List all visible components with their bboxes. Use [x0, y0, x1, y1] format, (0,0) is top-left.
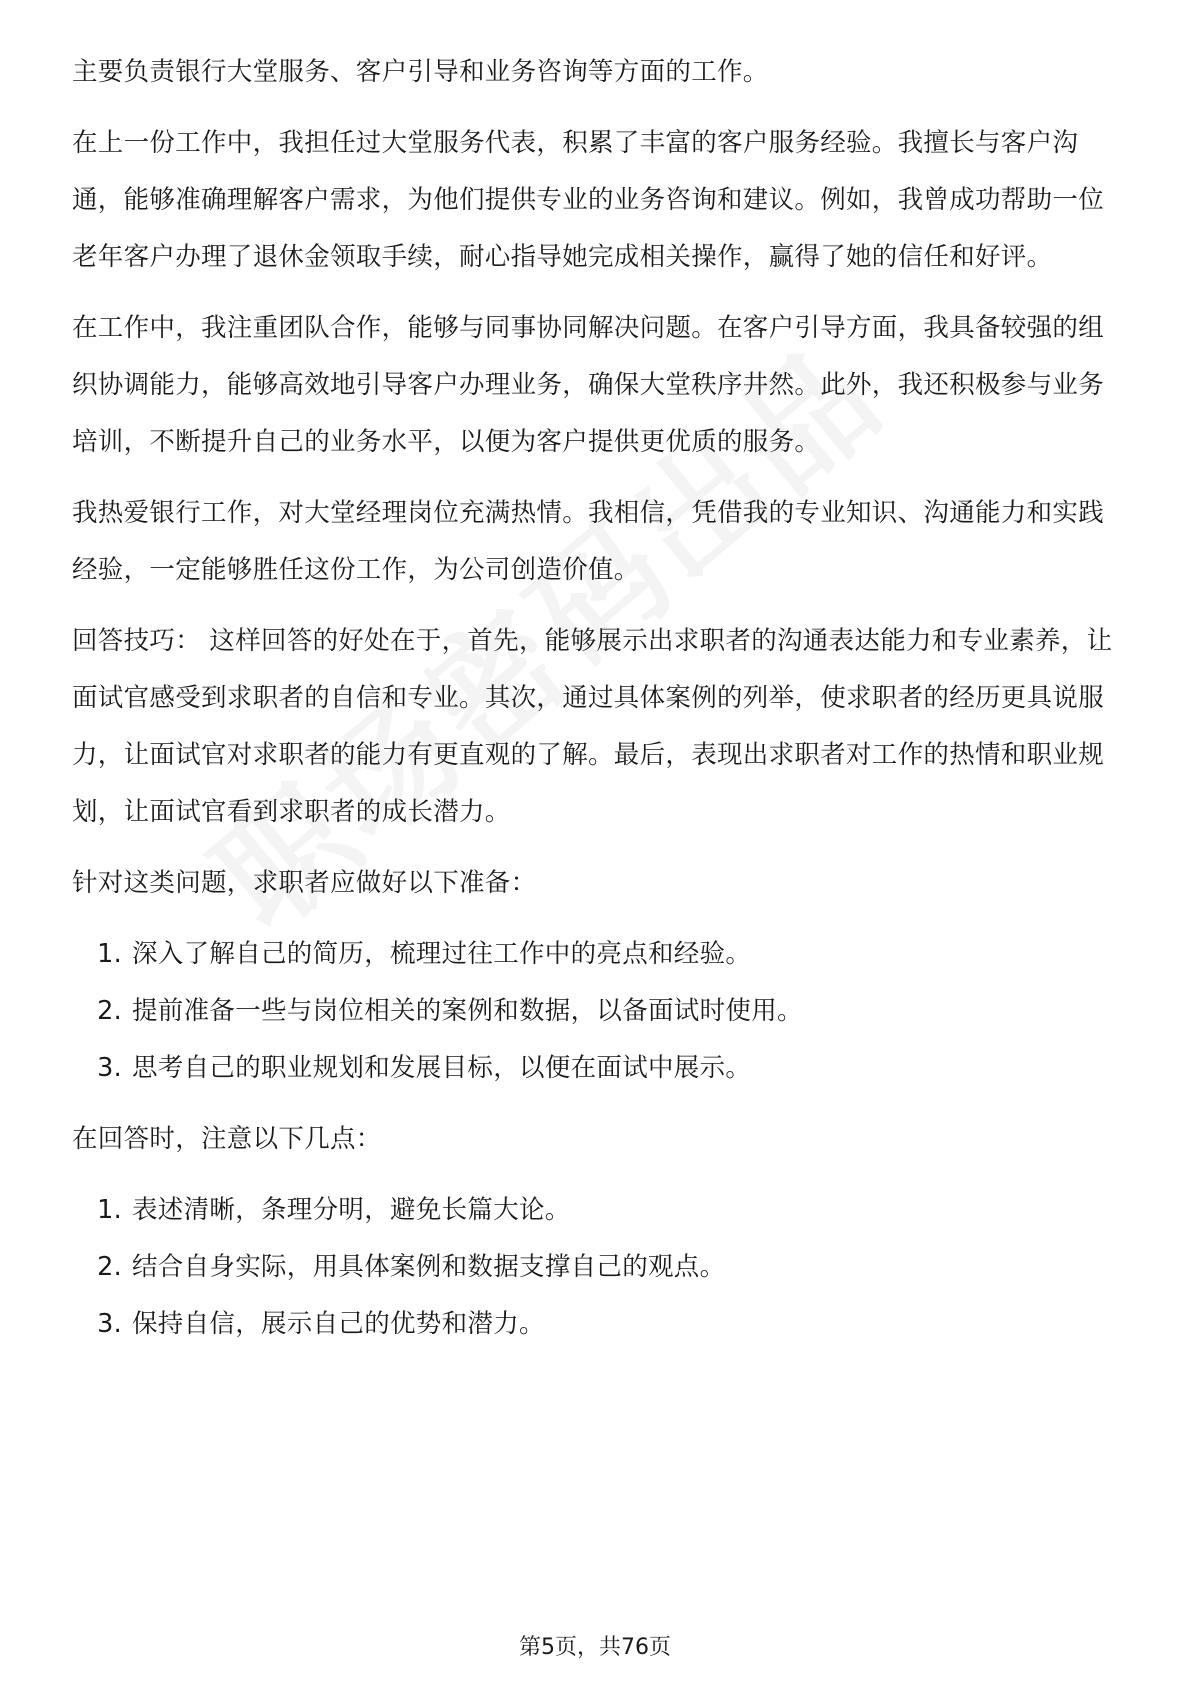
- list-number: 1.: [97, 939, 122, 969]
- list-number: 2.: [97, 1252, 122, 1282]
- paragraph-passion: 我热爱银行工作，对大堂经理岗位充满热情。我相信，凭借我的专业知识、沟通能力和实践经验，一定能够胜任这份工作，为公司创造价值。: [72, 498, 1105, 585]
- paragraph-prep-intro: 针对这类问题，求职者应做好以下准备：: [72, 868, 537, 898]
- list-item: [72, 1296, 1122, 1353]
- list-number: 3.: [97, 1309, 122, 1339]
- list-item: [72, 1239, 1122, 1296]
- list-number: 3.: [97, 1053, 122, 1083]
- list-text: 思考自己的职业规划和发展目标，以便在面试中展示。: [132, 1053, 752, 1083]
- paragraph-experience: 在上一份工作中，我担任过大堂服务代表，积累了丰富的客户服务经验。我擅长与客户沟通，能够准确理解客户需求，为他们提供专业的业务咨询和建议。例如，我曾成功帮助一位老年客户办理了退休金领取手续，耐心指导她完成相关操作，赢得了她的信任和好评。: [72, 128, 1105, 272]
- document-page: [72, 44, 1122, 1367]
- paragraph-responsibilities: 主要负责银行大堂服务、客户引导和业务咨询等方面的工作。: [72, 57, 769, 87]
- list-number: 2.: [97, 996, 122, 1026]
- list-text: 提前准备一些与岗位相关的案例和数据，以备面试时使用。: [132, 996, 803, 1026]
- list-item: [72, 983, 1122, 1040]
- paragraph-teamwork: 在工作中，我注重团队合作，能够与同事协同解决问题。在客户引导方面，我具备较强的组织协调能力，能够高效地引导客户办理业务，确保大堂秩序井然。此外，我还积极参与业务培训，不断提升自己的业务水平，以便为客户提供更优质的服务。: [72, 313, 1105, 457]
- list-number: 1.: [97, 1195, 122, 1225]
- list-text: 表述清晰，条理分明，避免长篇大论。: [132, 1195, 571, 1225]
- list-item: [72, 1040, 1122, 1097]
- page-footer: [0, 1630, 1190, 1661]
- answer-list: [72, 1182, 1122, 1353]
- list-text: 保持自信，展示自己的优势和潜力。: [132, 1309, 545, 1339]
- page-number: 第5页，共76页: [519, 1635, 671, 1660]
- paragraph-answer-tips: 回答技巧： 这样回答的好处在于，首先，能够展示出求职者的沟通表达能力和专业素养，让面试官感受到求职者的自信和专业。其次，通过具体案例的列举，使求职者的经历更具说服力，让面试官对求职者的能力有更直观的了解。最后，表现出求职者对工作的热情和职业规划，让面试官看到求职者的成长潜力。: [72, 626, 1113, 827]
- list-text: 结合自身实际，用具体案例和数据支撑自己的观点。: [132, 1252, 726, 1282]
- prep-list: [72, 926, 1122, 1097]
- list-item: [72, 926, 1122, 983]
- paragraph-answer-intro: 在回答时，注意以下几点：: [72, 1124, 382, 1154]
- list-text: 深入了解自己的简历，梳理过往工作中的亮点和经验。: [132, 939, 752, 969]
- list-item: [72, 1182, 1122, 1239]
